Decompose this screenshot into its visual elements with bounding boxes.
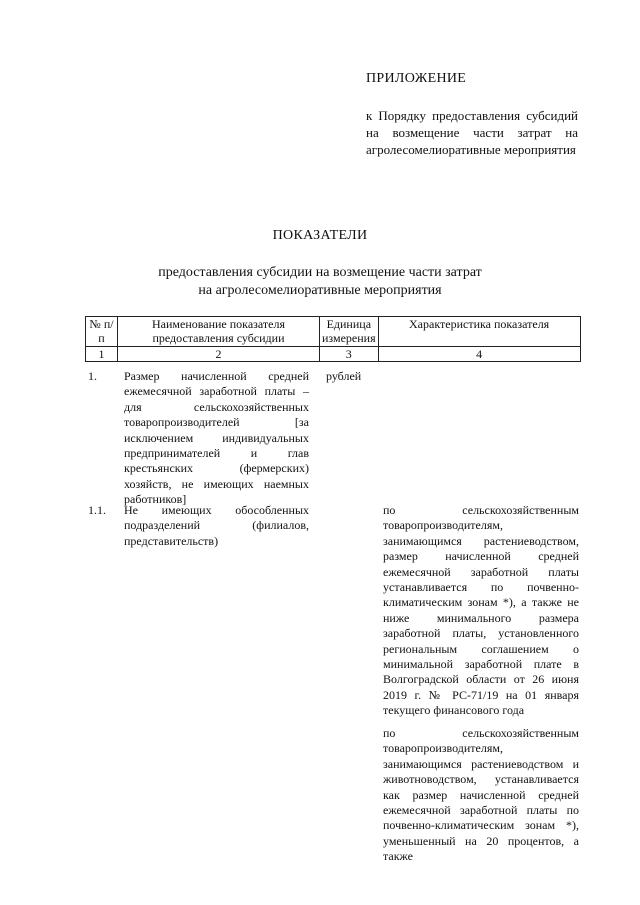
row-1-unit: рублей <box>326 369 362 383</box>
header-char: Характеристика показателя <box>378 317 580 347</box>
col-number-1: 1 <box>86 347 118 362</box>
indicators-table-header <box>85 316 581 362</box>
col-number-3: 3 <box>320 347 379 362</box>
col-number-4: 4 <box>378 347 580 362</box>
document-subtitle <box>0 264 640 300</box>
appendix-title: ПРИЛОЖЕНИЕ <box>366 71 467 86</box>
document-title: ПОКАЗАТЕЛИ <box>272 228 368 243</box>
row-1-1-name: Не имеющих обособленных подразделений (филиалов, представительств) <box>124 503 309 548</box>
header-num: № п/п <box>86 317 118 347</box>
row-1-num: 1. <box>88 369 97 383</box>
appendix-block <box>366 70 578 158</box>
subtitle-line-1: предоставления субсидии на возмещение части затрат <box>158 265 482 280</box>
col-number-2: 2 <box>118 347 320 362</box>
subtitle-line-2: на агролесомелиоративные мероприятия <box>198 283 442 298</box>
row-2-char: по сельскохозяйственным товаропроизводителям, занимающимся растениеводством и животноводством, устанавливается как размер начисленной средней ежемесячной заработной платы по почвенно-климатическим зонам *), уменьшенный на 20 процентов, а также <box>383 726 579 864</box>
row-1-1-char: по сельскохозяйственным товаропроизводителям, занимающимся растениеводством, размер начисленной средней ежемесячной заработной платы устанавливается по почвенно-климатическим зонам *), а также не ниже минимального размера заработной платы, установленного региональным соглашением о минимальной заработной плате в Волгоградской области от 26 июня 2019 г. № РС-71/19 на 01 января текущего финансового года <box>383 503 579 718</box>
row-1-name: Размер начисленной средней ежемесячной заработной платы – для сельскохозяйственных товаропроизводителей [за исключением индивидуальных предпринимателей и глав крестьянских (фермерских) хозяйств, не имеющих наемных работников] <box>124 369 309 507</box>
row-1-1-num: 1.1. <box>88 503 106 517</box>
header-unit: Единица измерения <box>320 317 379 347</box>
appendix-reference: к Порядку предоставления субсидий на возмещение части затрат на агролесомелиоративные мероприятия <box>366 108 578 157</box>
header-name: Наименование показателя предоставления субсидии <box>118 317 320 347</box>
